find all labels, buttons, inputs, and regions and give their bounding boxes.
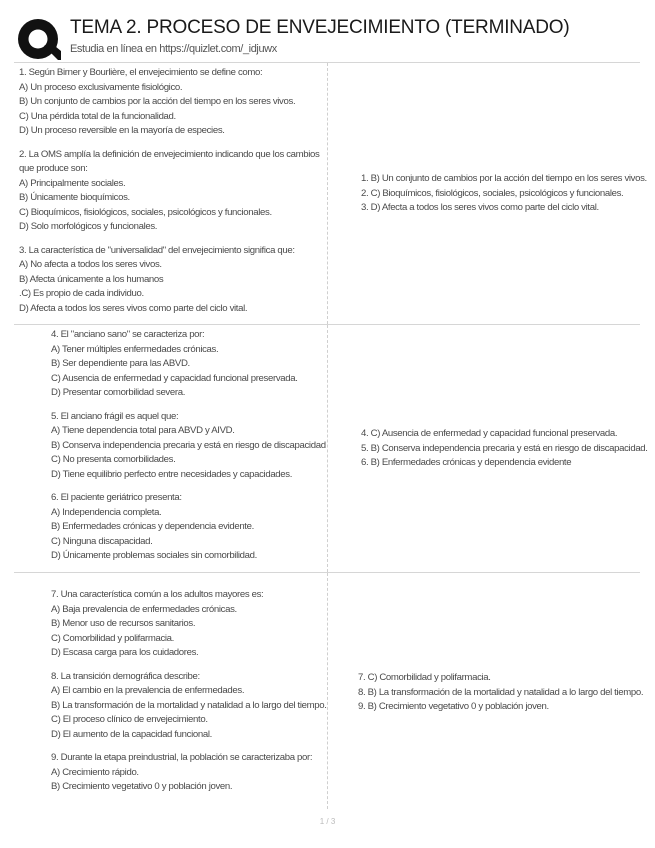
question-7: [51, 588, 321, 661]
option-d: D) El aumento de la capacidad funcional.: [51, 728, 212, 740]
answer-9: 9. B) Crecimiento vegetativo 0 y población joven.: [358, 701, 549, 712]
option-b: B) Afecta únicamente a los humanos: [19, 273, 164, 285]
option-d: D) Afecta a todos los seres vivos como parte del ciclo vital.: [19, 302, 248, 314]
option-a: A) Baja prevalencia de enfermedades crónicas.: [51, 603, 237, 615]
question-text: 8. La transición demográfica describe:: [51, 670, 200, 682]
option-d: D) Solo morfológicos y funcionales.: [19, 221, 158, 232]
option-c: C) El proceso clínico de envejecimiento.: [51, 714, 208, 725]
option-b: B) Un conjunto de cambios por la acción del tiempo en los seres vivos.: [19, 96, 296, 107]
question-text: 9. Durante la etapa preindustrial, la población se caracterizaba por:: [51, 752, 313, 763]
questions-section-1: [19, 66, 324, 316]
question-text: 6. El paciente geriátrico presenta:: [51, 492, 182, 503]
option-a: A) Tiene dependencia total para ABVD y AIVD.: [51, 425, 235, 436]
answer-8: 8. B) La transformación de la mortalidad y natalidad a lo largo del tiempo.: [358, 686, 644, 698]
option-a: A) No afecta a todos los seres vivos.: [19, 259, 162, 270]
option-b: B) Menor uso de recursos sanitarios.: [51, 618, 196, 629]
answer-4: 4. C) Ausencia de enfermedad y capacidad funcional preservada.: [361, 428, 618, 439]
questions-section-2: [51, 328, 326, 564]
question-text: 4. El "anciano sano" se caracteriza por:: [51, 329, 205, 340]
question-9: [51, 751, 321, 795]
quizlet-logo-icon: [17, 18, 61, 62]
option-a: A) Crecimiento rápido.: [51, 766, 139, 778]
question-8: [51, 670, 327, 743]
column-divider: [327, 325, 328, 572]
option-d: D) Tiene equilibrio perfecto entre necesidades y capacidades.: [51, 468, 293, 480]
option-d: D) Un proceso reversible en la mayoría de especies.: [19, 125, 225, 136]
question-text: 2. La OMS amplía la definición de envejecimiento indicando que los cambios que produce son:: [19, 148, 320, 174]
document-title: TEMA 2. PROCESO DE ENVEJECIMIENTO (TERMINADO): [70, 17, 570, 38]
option-d: D) Escasa carga para los cuidadores.: [51, 647, 199, 658]
option-c: C) Una pérdida total de la funcionalidad.: [19, 110, 176, 122]
question-text: 1. Según Birner y Bourlière, el envejecimiento se define como:: [19, 67, 263, 78]
option-a: A) Independencia completa.: [51, 506, 162, 518]
option-c: .C) Es propio de cada individuo.: [19, 288, 144, 299]
question-6: [51, 491, 321, 564]
answer-3: 3. D) Afecta a todos los seres vivos como parte del ciclo vital.: [361, 202, 599, 213]
option-d: D) Únicamente problemas sociales sin comorbilidad.: [51, 550, 257, 561]
option-c: C) No presenta comorbilidades.: [51, 454, 176, 465]
page-header: [0, 0, 655, 62]
question-text: 5. El anciano frágil es aquel que:: [51, 410, 179, 422]
answer-2: 2. C) Bioquímicos, fisiológicos, sociales, psicológicos y funcionales.: [361, 187, 624, 199]
option-b: B) Únicamente bioquímicos.: [19, 192, 130, 203]
option-a: A) Tener múltiples enfermedades crónicas.: [51, 343, 219, 355]
option-c: C) Comorbilidad y polifarmacia.: [51, 632, 174, 644]
answer-7: 7. C) Comorbilidad y polifarmacia.: [358, 672, 491, 683]
option-a: A) El cambio en la prevalencia de enfermedades.: [51, 685, 245, 696]
answer-5: 5. B) Conserva independencia precaria y está en riesgo de discapacidad.: [361, 442, 648, 454]
option-c: C) Bioquímicos, fisiológicos, sociales, psicológicos y funcionales.: [19, 206, 272, 218]
page-number: 1 / 3: [319, 817, 336, 826]
option-b: B) Ser dependiente para las ABVD.: [51, 358, 190, 369]
answers-section-3: [358, 671, 644, 715]
column-divider: [327, 63, 328, 324]
option-a: A) Principalmente sociales.: [19, 177, 126, 189]
option-c: C) Ninguna discapacidad.: [51, 535, 153, 547]
option-b: B) Crecimiento vegetativo 0 y población joven.: [51, 781, 233, 792]
document-subtitle: Estudia en línea en https://quizlet.com/_idjuwx: [70, 43, 277, 55]
question-4: [51, 328, 321, 401]
column-divider: [327, 573, 328, 809]
option-a: A) Un proceso exclusivamente fisiológico.: [19, 81, 183, 93]
question-5: [51, 410, 326, 483]
questions-section-3: [51, 588, 327, 795]
option-b: B) Conserva independencia precaria y está en riesgo de discapacidad: [51, 439, 326, 451]
question-3: [19, 244, 324, 317]
answer-6: 6. B) Enfermedades crónicas y dependencia evidente: [361, 457, 572, 468]
option-b: B) La transformación de la mortalidad y natalidad a lo largo del tiempo.: [51, 699, 327, 711]
option-b: B) Enfermedades crónicas y dependencia evidente.: [51, 521, 254, 532]
question-2: [19, 148, 324, 235]
option-c: C) Ausencia de enfermedad y capacidad funcional preservada.: [51, 372, 298, 384]
option-d: D) Presentar comorbilidad severa.: [51, 387, 186, 398]
answers-section-2: [361, 427, 648, 471]
answer-1: 1. B) Un conjunto de cambios por la acción del tiempo en los seres vivos.: [361, 173, 647, 184]
answers-section-1: [361, 172, 647, 216]
question-text: 3. La característica de "universalidad" del envejecimiento significa que:: [19, 244, 295, 256]
question-text: 7. Una característica común a los adultos mayores es:: [51, 589, 264, 600]
question-1: [19, 66, 324, 139]
